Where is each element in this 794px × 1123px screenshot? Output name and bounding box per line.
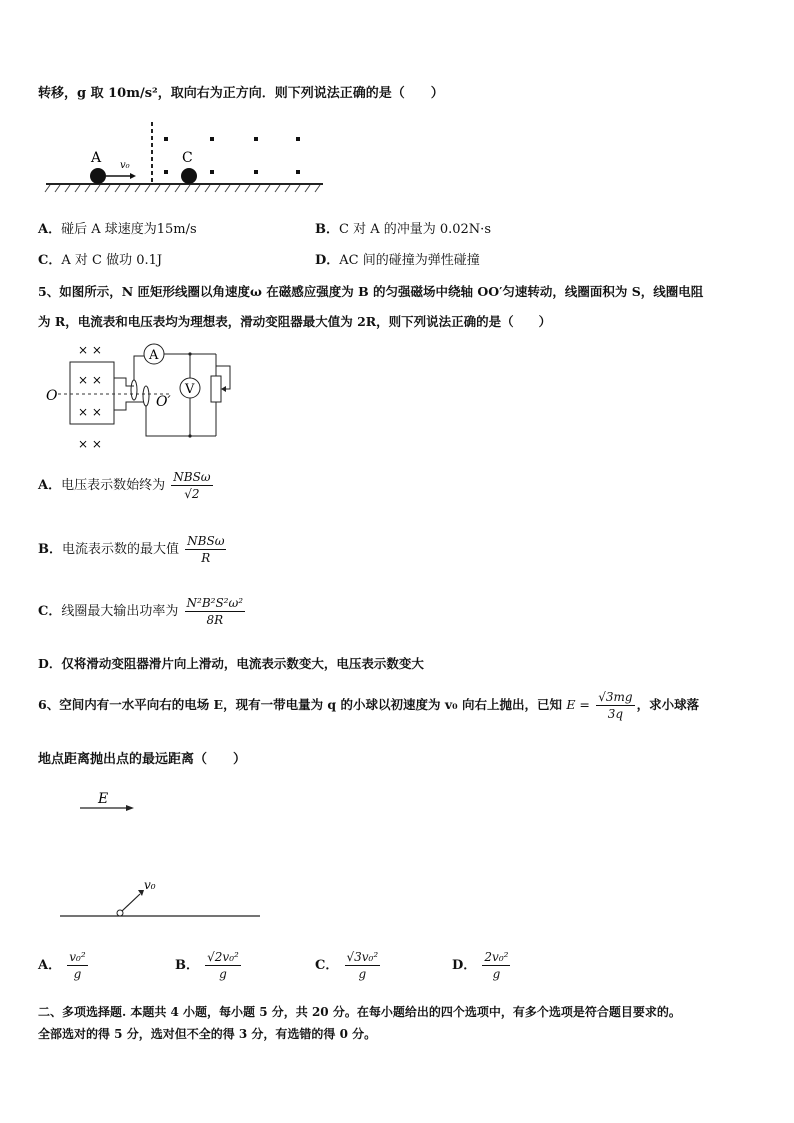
svg-text:× ×: × × (78, 343, 102, 357)
q5-option-a: A．电压表示数始终为 $\frac{\text{NBSω}}{√2}$ (38, 470, 211, 501)
q4-collision-figure (38, 118, 328, 194)
svg-text:V: V (185, 382, 195, 397)
q5-stem-line2: 为 R，电流表和电压表均为理想表，滑动变阻器最大值为 2R，则下列说法正确的是（ ） (38, 314, 552, 329)
label-e: E (98, 791, 109, 807)
q4-option-d: D．AC 间的碰撞为弹性碰撞 (315, 253, 480, 268)
q5-option-c: C．线圈最大输出功率为 $\frac{\text{N²B²S²ω²}}{8R}$ (38, 596, 244, 627)
q4-option-b: B．C 对 A 的冲量为 0.02N·s (315, 222, 491, 237)
q6-option-b: B． $\frac{\text{√2v₀²}}{g}$ (175, 950, 239, 981)
q5-stem-line1: 5、如图所示，N 匝矩形线圈以角速度ω 在磁感应强度为 B 的匀强磁场中绕轴 OO′匀速转动，线圈面积为 S，线圈电阻 (38, 284, 704, 299)
label-o-prime: O′ (156, 394, 171, 410)
q6-option-d: D． $\frac{\text{2v₀²}}{g}$ (452, 950, 509, 981)
label-o: O (46, 388, 58, 404)
rheostat-icon (211, 376, 221, 402)
q4-option-a: A．碰后 A 球速度为15m/s (38, 222, 197, 237)
label-a: A (91, 150, 102, 166)
label-c: C (182, 150, 193, 166)
label-v0: v₀ (144, 878, 156, 892)
q5-option-b: B．电流表示数的最大值 $\frac{\text{NBSω}}{R}$ (38, 534, 225, 565)
q6-option-c: C． $\frac{\text{√3v₀²}}{g}$ (315, 950, 379, 981)
q4-option-c: C．A 对 C 做功 0.1J (38, 253, 163, 268)
svg-text:A: A (149, 348, 159, 363)
q6-option-a: A． $\frac{\text{v₀²}}{g}$ (38, 950, 86, 981)
q4-stem: 转移，g 取 10m/s²，取向右为正方向．则下列说法正确的是（ ） (38, 86, 444, 101)
svg-text:× ×: × × (78, 437, 102, 451)
section2-line2: 全部选对的得 5 分，选对但不全的得 3 分，有选错的得 0 分。 (38, 1027, 377, 1041)
ball-a (90, 168, 106, 184)
q6-stem-line1: 6、空间内有一水平向右的电场 E，现有一带电量为 q 的小球以初速度为 v₀ 向右上抛出，已知 E = $\frac{√3mg}{3q}$ ，求小球落 (38, 690, 700, 721)
q6-field-figure (56, 788, 266, 920)
section2-line1: 二、多项选择题. 本题共 4 小题，每小题 5 分，共 20 分。在每小题给出的四个选项中，有多个选项是符合题目要求的。 (38, 1005, 681, 1019)
svg-text:× ×: × × (78, 405, 102, 419)
q5-option-d: D．仅将滑动变阻器滑片向上滑动，电流表示数变大，电压表示数变大 (38, 656, 424, 671)
q5-circuit-figure (40, 340, 240, 452)
label-v: v₀ (120, 160, 130, 171)
ball-c (181, 168, 197, 184)
svg-text:× ×: × × (78, 373, 102, 387)
q6-stem-line2: 地点距离抛出点的最远距离（ ） (38, 752, 247, 767)
